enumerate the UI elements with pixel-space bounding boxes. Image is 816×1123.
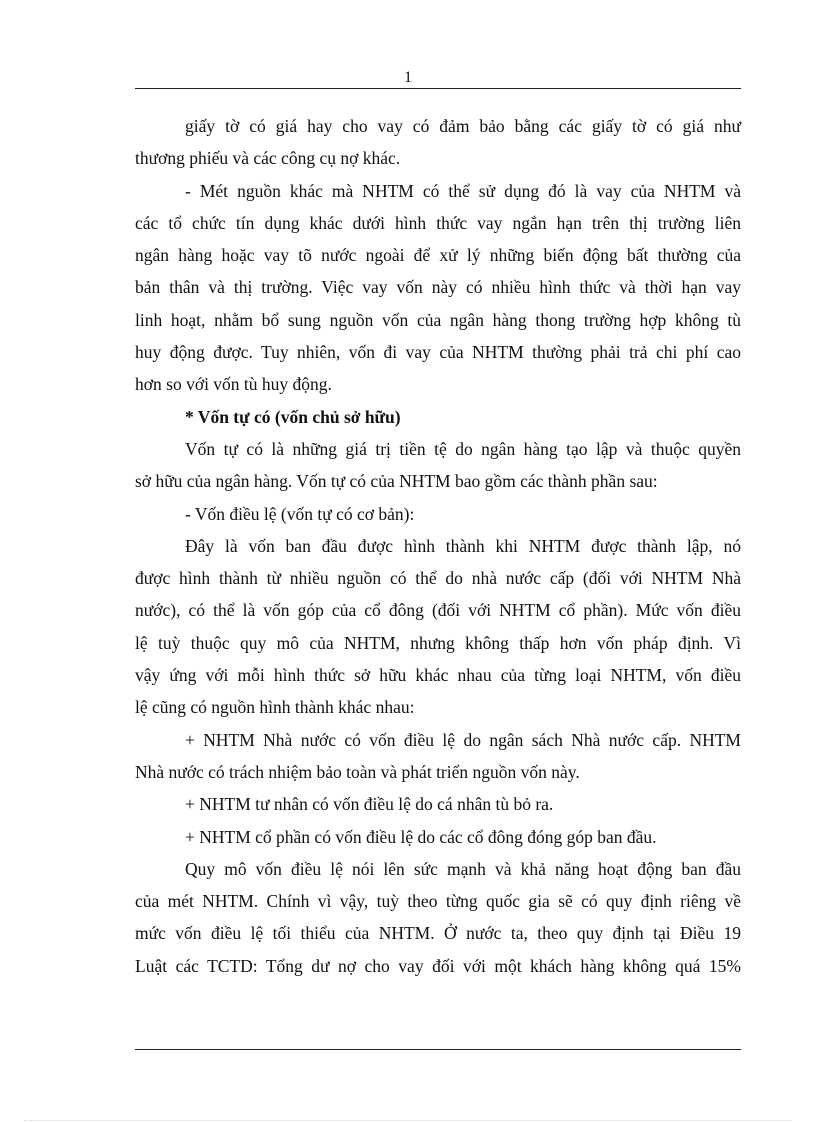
- footer-rule: [135, 1049, 741, 1050]
- text-line: sở hữu của ngân hàng. Vốn tự có của NHTM bao gồm các thành phần sau:: [135, 471, 658, 492]
- text-line: mức vốn điều lệ tối thiểu của NHTM. Ở nước ta, theo quy định tại Điều 19: [135, 923, 741, 944]
- text-line: các tổ chức tín dụng khác dưới hình thức vay ngắn hạn trên thị trường liên: [135, 212, 741, 233]
- page-edge-dots: [24, 1120, 792, 1121]
- text-line: Nhà nước có trách nhiệm bảo toàn và phát triển nguồn vốn này.: [135, 761, 580, 782]
- text-line: vậy ứng với mỗi hình thức sở hữu khác nhau của từng loại NHTM, vốn điều: [135, 665, 741, 686]
- text-line: + NHTM cổ phần có vốn điều lệ do các cổ đông đóng góp ban đầu.: [185, 826, 657, 847]
- text-line: bản thân và thị trường. Việc vay vốn này có nhiều hình thức và thời hạn vay: [135, 277, 741, 298]
- text-line: + NHTM Nhà nước có vốn điều lệ do ngân sách Nhà nước cấp. NHTM: [185, 729, 741, 750]
- text-line: được hình thành từ nhiều nguồn có thể do nhà nước cấp (đối với NHTM Nhà: [135, 568, 741, 589]
- text-line: Quy mô vốn điều lệ nói lên sức mạnh và khả năng hoạt động ban đầu: [185, 858, 741, 879]
- body-text: [135, 110, 741, 982]
- text-line: linh hoạt, nhằm bổ sung nguồn vốn của ngân hàng thong trường hợp không tù: [135, 309, 741, 330]
- text-line: giấy tờ có giá hay cho vay có đảm bảo bằng các giấy tờ có giá như: [185, 116, 741, 136]
- text-line: Đây là vốn ban đầu được hình thành khi NHTM được thành lập, nó: [185, 535, 741, 556]
- text-line: lệ cũng có nguồn hình thành khác nhau:: [135, 697, 415, 718]
- text-line: lệ tuỳ thuộc quy mô của NHTM, nhưng không thấp hơn vốn pháp định. Vì: [135, 632, 741, 653]
- text-line: nước), có thể là vốn góp của cổ đông (đối với NHTM cổ phần). Mức vốn điều: [135, 600, 741, 621]
- text-line: hơn so với vốn tù huy động.: [135, 374, 332, 395]
- section-heading: * Vốn tự có (vốn chủ sở hữu): [185, 406, 401, 427]
- text-line: Vốn tự có là những giá trị tiền tệ do ngân hàng tạo lập và thuộc quyền: [185, 438, 741, 459]
- page-number: 1: [404, 69, 412, 86]
- text-line: thương phiếu và các công cụ nợ khác.: [135, 148, 401, 169]
- text-line: - Mét nguồn khác mà NHTM có thể sử dụng đó là vay của NHTM và: [185, 180, 741, 201]
- header-rule: [135, 88, 741, 89]
- text-line: ngân hàng hoặc vay tõ nước ngoài để xử lý những biến động bất thường của: [135, 245, 741, 266]
- text-line: Luật các TCTD: Tổng dư nợ cho vay đối với một khách hàng không quá 15%: [135, 955, 741, 976]
- text-line: + NHTM tư nhân có vốn điều lệ do cá nhân tù bỏ ra.: [185, 794, 554, 815]
- text-line: của mét NHTM. Chính vì vậy, tuỳ theo từng quốc gia sẽ có quy định riêng về: [135, 891, 741, 912]
- text-line: huy động được. Tuy nhiên, vốn đi vay của NHTM thường phải trả chi phí cao: [135, 342, 741, 363]
- text-line: - Vốn điều lệ (vốn tự có cơ bản):: [185, 503, 415, 524]
